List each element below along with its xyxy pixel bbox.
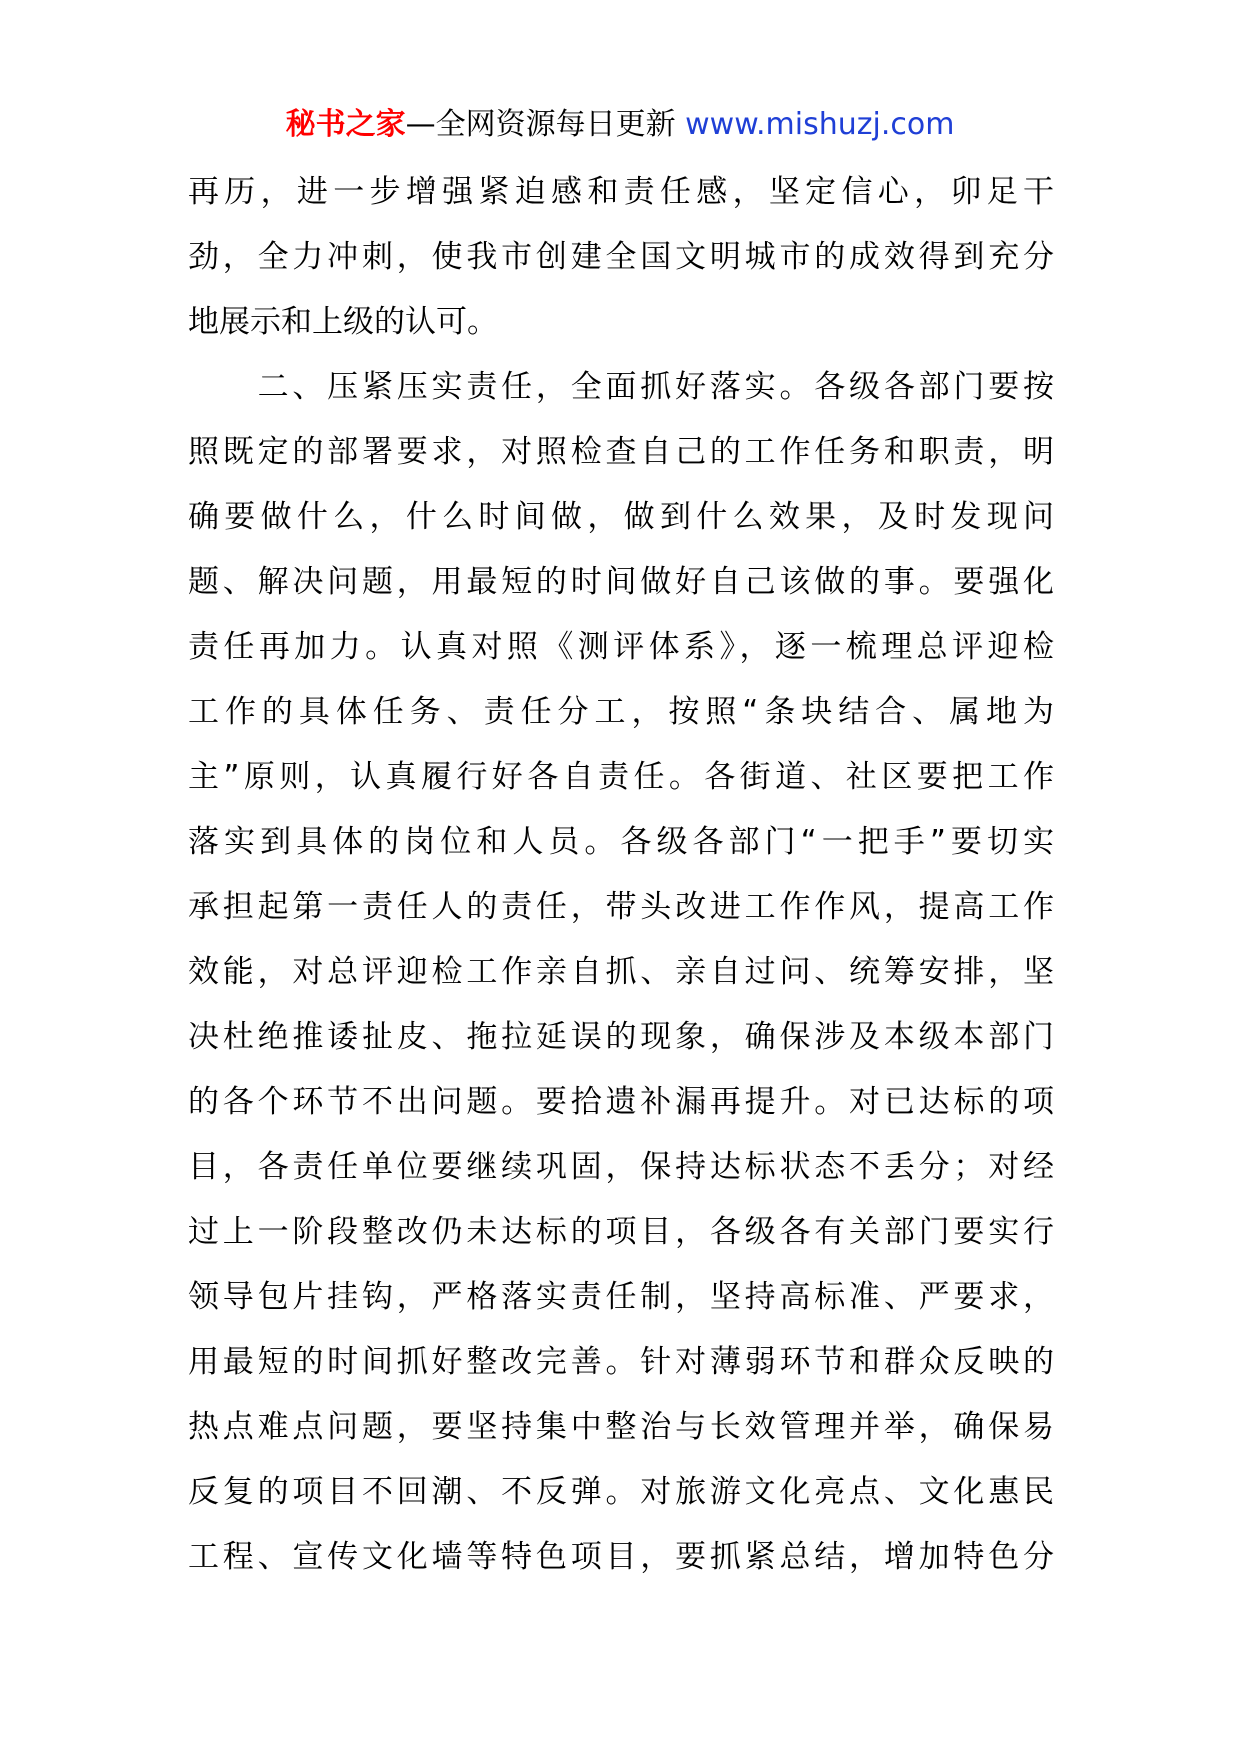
text-line: 目，各责任单位要继续巩固，保持达标状态不丢分；对经 — [188, 1149, 1054, 1185]
site-url-link[interactable]: www.mishuzj.com — [685, 107, 955, 142]
text-line: 决杜绝推诿扯皮、拖拉延误的现象，确保涉及本级本部门 — [188, 1019, 1054, 1055]
text-line: 主”原则，认真履行好各自责任。各街道、社区要把工作 — [188, 759, 1054, 795]
text-line: 确要做什么，什么时间做，做到什么效果，及时发现问 — [188, 499, 1054, 535]
document-body — [188, 160, 1054, 1590]
header-tagline: —全网资源每日更新 — [405, 107, 676, 142]
text-line: 用最短的时间抓好整改完善。针对薄弱环节和群众反映的 — [188, 1344, 1054, 1380]
text-line: 责任再加力。认真对照《测评体系》，逐一梳理总评迎检 — [188, 629, 1054, 665]
brand-name: 秘书之家 — [285, 107, 406, 142]
text-line: 劲，全力冲刺，使我市创建全国文明城市的成效得到充分 — [188, 239, 1054, 275]
text-line: 反复的项目不回潮、不反弹。对旅游文化亮点、文化惠民 — [188, 1474, 1054, 1510]
text-line: 地展示和上级的认可。 — [188, 304, 498, 340]
text-line: 二、压紧压实责任，全面抓好落实。各级各部门要按 — [188, 369, 1054, 405]
text-line: 工程、宣传文化墙等特色项目，要抓紧总结，增加特色分 — [188, 1539, 1054, 1575]
text-line: 再历，进一步增强紧迫感和责任感，坚定信心，卯足干 — [188, 174, 1054, 210]
text-line: 过上一阶段整改仍未达标的项目，各级各有关部门要实行 — [188, 1214, 1054, 1250]
text-line: 题、解决问题，用最短的时间做好自己该做的事。要强化 — [188, 564, 1054, 600]
text-line: 的各个环节不出问题。要拾遗补漏再提升。对已达标的项 — [188, 1084, 1054, 1120]
text-line: 热点难点问题，要坚持集中整治与长效管理并举，确保易 — [188, 1409, 1054, 1445]
text-line: 落实到具体的岗位和人员。各级各部门“一把手”要切实 — [188, 824, 1054, 860]
text-line: 效能，对总评迎检工作亲自抓、亲自过问、统筹安排，坚 — [188, 954, 1054, 990]
page-header — [0, 100, 1240, 150]
text-line: 工作的具体任务、责任分工，按照“条块结合、属地为 — [188, 694, 1054, 730]
text-line: 领导包片挂钩，严格落实责任制，坚持高标准、严要求， — [188, 1279, 1054, 1315]
text-line: 承担起第一责任人的责任，带头改进工作作风，提高工作 — [188, 889, 1054, 925]
text-line: 照既定的部署要求，对照检查自己的工作任务和职责，明 — [188, 434, 1054, 470]
